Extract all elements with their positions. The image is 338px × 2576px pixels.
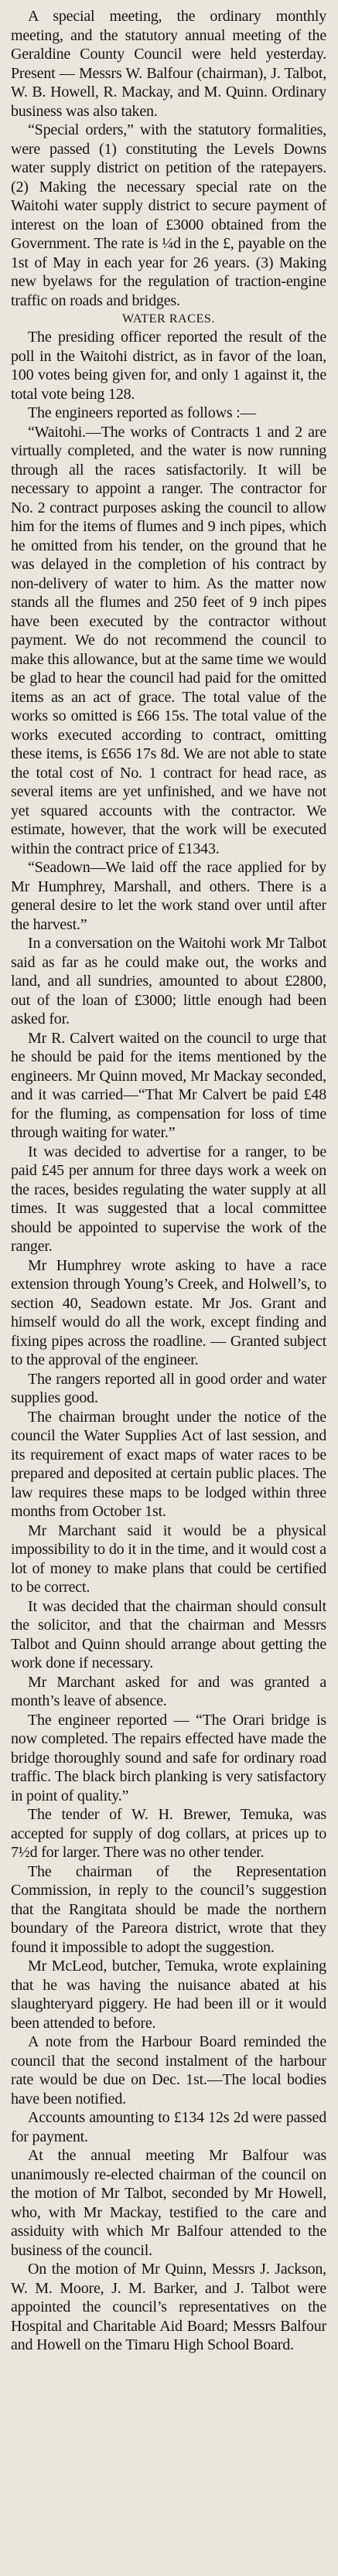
paragraph: The rangers reported all in good order and water supplies good.: [11, 1370, 326, 1406]
paragraph: Mr McLeod, butcher, Temuka, wrote explaining that he was having the nuisance abated at his slaughteryard piggery. He had been ill or it would been attended to before.: [11, 1958, 326, 2032]
paragraph: The engineers reported as follows :—: [28, 404, 256, 421]
paragraph: On the motion of Mr Quinn, Messrs J. Jackson, W. M. Moore, J. M. Barker, and J. Talbot were appointed the council’s representatives on the Hospital and Charitable Aid Board; Messrs Balfour and Howell on the Timaru High School Board.: [11, 2261, 326, 2353]
paragraph: The engineer reported — “The Orari bridge is now completed. The repairs effected have made the bridge thoroughly sound and safe for ordinary road traffic. The black birch planking is very satisfactory in point of quality.”: [11, 1711, 326, 1804]
paragraph: A note from the Harbour Board reminded the council that the second instalment of the harbour rate would be due on Dec. 1st.—The local bodies have been notified.: [11, 2033, 326, 2107]
paragraph: Mr Marchant said it would be a physical impossibility to do it in the time, and it would cost a lot of money to make plans that could be certified to be correct.: [11, 1521, 326, 1596]
paragraph: It was decided that the chairman should consult the solicitor, and that the chairman and Messrs Talbot and Quinn should arrange about getting the work done if necessary.: [11, 1597, 326, 1671]
paragraph: “Special orders,” with the statutory formalities, were passed (1) constituting the Levels Downs water supply district on petition of the ratepayers. (2) Making the necessary special rate on the Waitohi water supply district to secure payment of interest on the loan of £3000 obtained from the Government. The rate is ¼d in the £, payable on the 1st of May in each year for 26 years. (3) Making new byelaws for the regulation of traction-engine traffic on roads and bridges.: [11, 121, 326, 309]
paragraph: In a conversation on the Waitohi work Mr Talbot said as far as he could make out, the works and land, and all sundries, amounted to about £2800, out of the loan of £3000; little enough had been asked for.: [11, 935, 326, 1027]
paragraph: Mr Humphrey wrote asking to have a race extension through Young’s Creek, and Holwell’s, to section 40, Seadown estate. Mr Jos. Grant and himself would do all the work, except finding and fixing pipes across the roadline. — Granted subject to the approval of the engineer.: [11, 1256, 326, 1368]
paragraph: “Waitohi.—The works of Contracts 1 and 2 are virtually completed, and the water is now running through all the races satisfactorily. It will be necessary to appoint a ranger. The contractor for No. 2 contract purposes asking the council to allow him for the items of flumes and 9 inch pipes, which he omitted from his tender, on the ground that he was delayed in the completion of his contract by non-delivery of water to him. As the matter now stands all the flumes and 250 feet of 9 inch pipes have been executed by the contractor without payment. We do not recommend the council to make this allowance, but at the same time we would be glad to hear the council had paid for the omitted items as an act of grace. The total value of the works so omitted is £66 15s. The total value of the works executed according to contract, omitting these items, is £656 17s 8d. We are not able to state the total cost of No. 1 contract for head race, as several items are yet unfinished, and we have not yet squared accounts with the contractor. We estimate, however, that the work will be executed within the contract price of £1343.: [11, 423, 326, 857]
paragraph: The tender of W. H. Brewer, Temuka, was accepted for supply of dog collars, at prices up to 7½d for larger. There was no other tender.: [11, 1806, 326, 1861]
paragraph: A special meeting, the ordinary monthly meeting, and the statutory annual meeting of the Geraldine County Council were held yesterday. Present — Messrs W. Balfour (chairman), J. Talbot, W. B. Howell, R. Mackay, and M. Quinn. Ordinary business was also taken.: [11, 8, 326, 120]
paragraph: Mr Marchant asked for and was granted a month’s leave of absence.: [11, 1673, 326, 1709]
paragraph: It was decided to advertise for a ranger, to be paid £45 per annum for three days work a week on the races, besides regulating the water supply at all times. It was suggested that a local committee should be appointed to supervise the work of the ranger.: [11, 1143, 326, 1255]
paragraph: The presiding officer reported the result of the poll in the Waitohi district, as in favor of the loan, 100 votes being given for, and only 1 against it, the total vote being 128.: [11, 329, 326, 403]
section-heading: WATER RACES.: [121, 312, 216, 325]
paragraph: Mr R. Calvert waited on the council to urge that he should be paid for the items mentioned by the engineers. Mr Quinn moved, Mr Mackay seconded, and it was carried—“That Mr Calvert be paid £48 for the fluming, as compensation for loss of time through waiting for water.”: [11, 1029, 326, 1141]
paragraph: The chairman of the Representation Commission, in reply to the council’s suggestion that the Rangitata should be made the northern boundary of the Pareora district, wrote that they found it impossible to adopt the suggestion.: [11, 1862, 326, 1956]
paragraph: “Seadown—We laid off the race applied for by Mr Humphrey, Marshall, and others. There is a general desire to let the work stand over until after the harvest.”: [11, 859, 326, 933]
paragraph: At the annual meeting Mr Balfour was unanimously re-elected chairman of the council on the motion of Mr Talbot, seconded by Mr Howell, who, with Mr Mackay, testified to the care and assiduity with which Mr Balfour attended to the business of the council.: [11, 2147, 326, 2259]
paragraph: Accounts amounting to £134 12s 2d were passed for payment.: [11, 2109, 326, 2145]
paragraph: The chairman brought under the notice of the council the Water Supplies Act of last session, and its requirement of exact maps of water races to be prepared and deposited at certain public places. The law requires these maps to be lodged within three months from October 1st.: [11, 1408, 326, 1520]
